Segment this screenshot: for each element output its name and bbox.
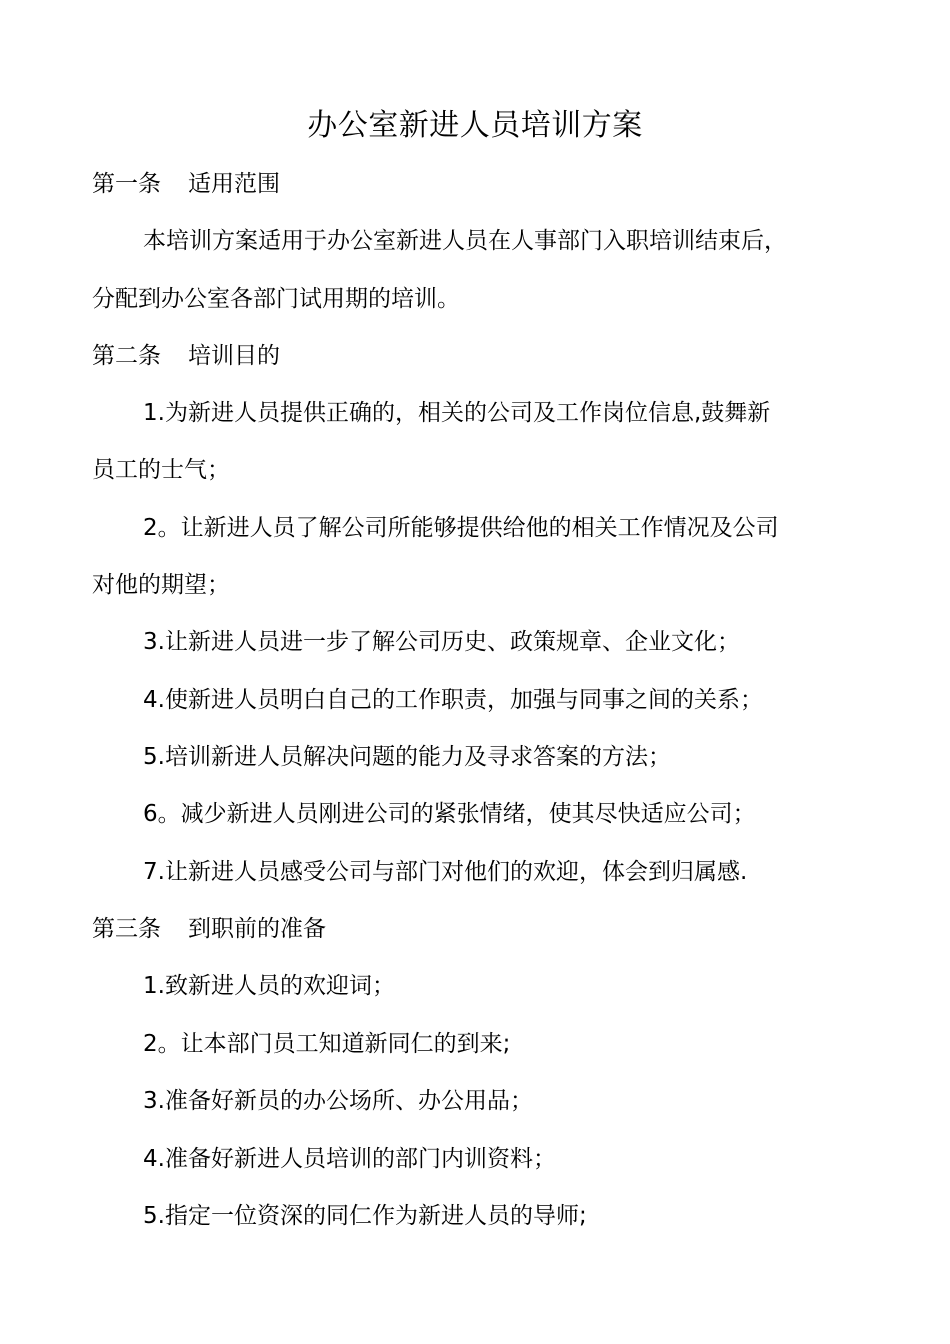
list-item: 2。让新进人员了解公司所能够提供给他的相关工作情况及公司 — [143, 515, 779, 541]
section-heading-1 — [92, 167, 280, 201]
section-number: 第二条 — [92, 343, 161, 369]
section-number: 第一条 — [92, 171, 161, 197]
list-item: 1.致新进人员的欢迎词； — [143, 973, 395, 999]
section-title: 适用范围 — [188, 171, 280, 197]
list-item: 1.为新进人员提供正确的，相关的公司及工作岗位信息,鼓舞新 — [143, 400, 771, 426]
section-heading-2 — [92, 339, 280, 373]
list-item: 4.准备好新进人员培训的部门内训资料； — [143, 1146, 556, 1172]
section-number: 第三条 — [92, 916, 161, 942]
list-item: 3.让新进人员进一步了解公司历史、政策规章、企业文化； — [143, 629, 740, 655]
list-item: 5.指定一位资深的同仁作为新进人员的导师; — [143, 1203, 587, 1229]
document-title: 办公室新进人员培训方案 — [307, 108, 643, 143]
list-item: 7.让新进人员感受公司与部门对他们的欢迎，体会到归属感. — [143, 859, 748, 885]
list-item: 6。减少新进人员刚进公司的紧张情绪，使其尽快适应公司； — [143, 801, 756, 827]
section-heading-3 — [92, 912, 326, 946]
list-item-continuation: 员工的士气； — [92, 457, 230, 483]
paragraph-line: 本培训方案适用于办公室新进人员在人事部门入职培训结束后， — [143, 228, 787, 254]
list-item: 2。让本部门员工知道新同仁的到来; — [143, 1031, 511, 1057]
list-item: 3.准备好新员的办公场所、办公用品； — [143, 1088, 533, 1114]
list-item-continuation: 对他的期望； — [92, 572, 230, 598]
section-title: 培训目的 — [188, 343, 280, 369]
section-title: 到职前的准备 — [188, 916, 326, 942]
list-item: 4.使新进人员明白自己的工作职责，加强与同事之间的关系； — [143, 687, 763, 713]
list-item: 5.培训新进人员解决问题的能力及寻求答案的方法； — [143, 744, 671, 770]
paragraph-line: 分配到办公室各部门试用期的培训。 — [92, 286, 460, 312]
